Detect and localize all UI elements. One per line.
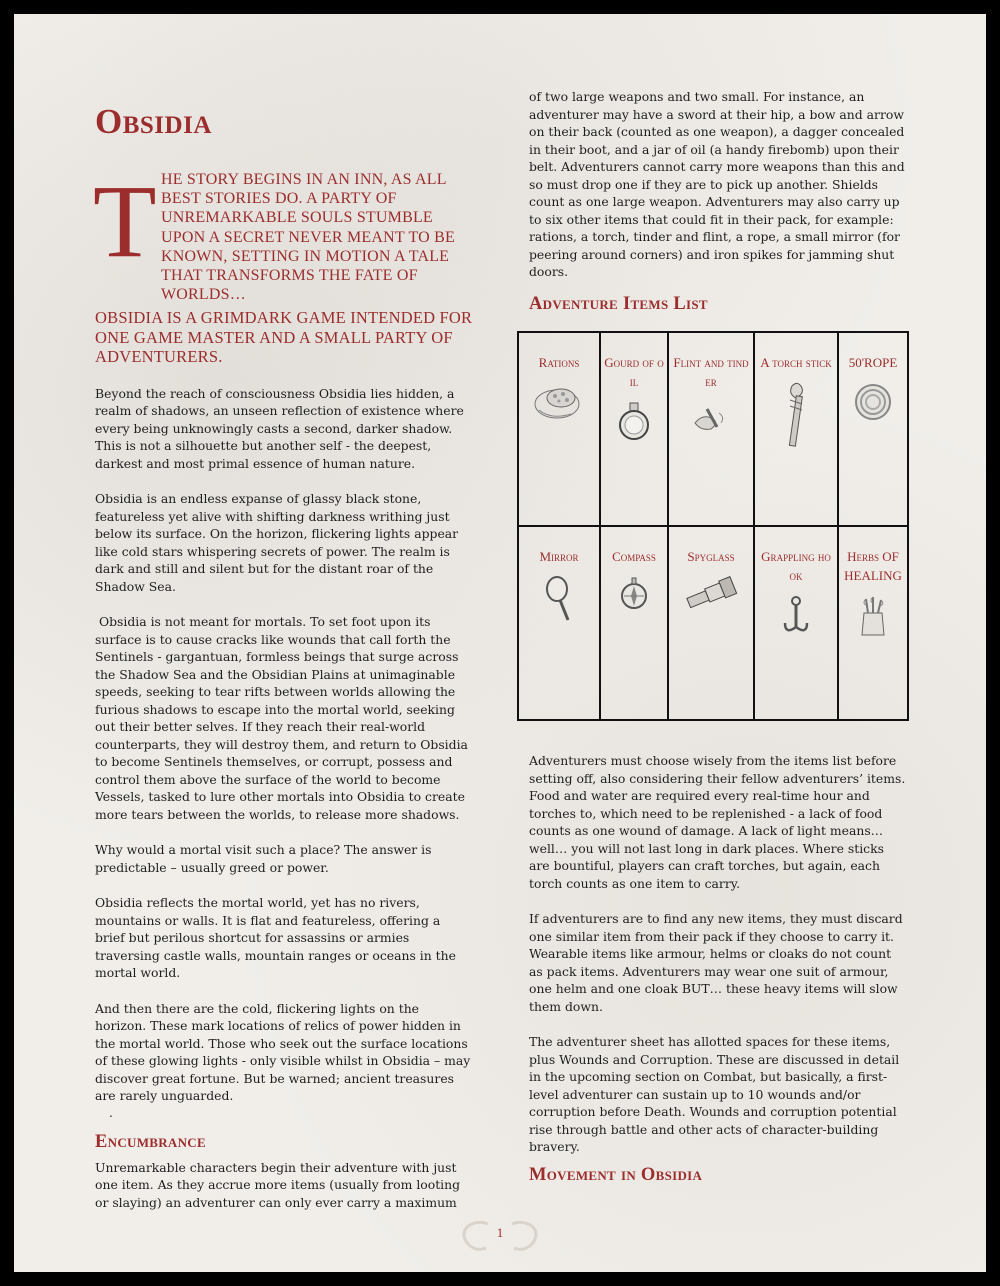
item-label: Spyglass	[687, 549, 735, 564]
paragraph-choose-wisely: Adventurers must choose wisely from the items list before setting off, also considering their fellow adventurers’ items. Food and water are required every real-time hour and torches to, which need to be replenished - a lack of food counts as one wound of damage. A lack of light means… well… you will not last long in dark places. Where sticks are bountiful, players can craft torches, but again, each torch counts as one item to carry.	[529, 753, 906, 891]
item-cell-spyglass	[668, 526, 754, 720]
paragraph-realm: Beyond the reach of consciousness Obsidia lies hidden, a realm of shadows, an unseen reflection of existence where every being unknowingly casts a second, darker shadow. This is not a silhouette but another self - the deepest, darkest and most primal essence of human nature.	[95, 385, 464, 471]
compass-icon	[617, 574, 651, 614]
drop-cap: T	[93, 164, 157, 279]
paragraph-expanse: Obsidia is an endless expanse of glassy black stone, featureless yet alive with shifting darkness writhing just below its surface. On the horizon, flickering lights appear like cold stars whispering secrets of power. The realm is dark and still and silent but for the distant roar of the Shadow Sea.	[95, 491, 459, 594]
page-title: Obsidia	[95, 102, 212, 141]
hook-icon	[779, 593, 813, 641]
mirror-icon	[542, 574, 576, 624]
item-cell-rations	[518, 332, 600, 526]
left-column	[95, 102, 473, 1211]
game-summary-subhead: OBSIDIA IS A GRIMDARK GAME INTENDED FOR ONE GAME MASTER AND A SMALL PARTY OF ADVENTURERS.	[95, 308, 473, 366]
document-page	[14, 14, 986, 1272]
paragraph-sentinels: Obsidia is not meant for mortals. To set foot upon its surface is to cause cracks like wounds that call forth the Sentinels - gargantuan, formless beings that surge across the Shadow Sea and the Obsidian Plains at unimaginable speeds, seeking to tear rifts between worlds allowing the furious shadows to escape into the mortal world, seeking out their better selves. If they reach their real-world counterparts, they will destroy them, and return to Obsidia to become Sentinels themselves, or corrupt, possess and control them above the surface of the world to become Vessels, tasked to lure other mortals into Obsidia to create more tears between the worlds, to release more shadows.	[95, 614, 472, 822]
items-list-heading: Adventure Items List	[529, 293, 708, 314]
table-row	[518, 332, 908, 526]
item-cell-torch	[754, 332, 838, 526]
encumbrance-text: Unremarkable characters begin their adventure with just one item. As they accrue more items (usually from looting or slaying) an adventurer can only ever carry a maximum	[95, 1159, 461, 1210]
intro-text: HE STORY BEGINS IN AN INN, AS ALL BEST STORIES DO. A PARTY OF UNREMARKABLE SOULS STUMBLE UPON A SECRET NEVER MEANT TO BE KNOWN, SETTING IN MOTION A TALE THAT TRANSFORMS THE FATE OF WORLDS…	[161, 171, 455, 304]
item-cell-mirror	[518, 526, 600, 720]
herbs-icon	[856, 593, 890, 639]
right-column	[529, 88, 907, 315]
item-label: Gourd of oil	[604, 355, 664, 389]
stray-dot: .	[109, 1105, 113, 1120]
item-label: 50'ROPE	[848, 355, 898, 370]
paragraph-new-items: If adventurers are to find any new items, they must discard one similar item from their pack if they choose to carry it. Wearable items like armour, helms or cloaks do not count as pack items. Adventurers may wear one suit of armour, one helm and one cloak BUT… these heavy items will slow them down.	[529, 911, 903, 1014]
item-label: Flint and tinder	[673, 355, 749, 389]
flint-icon	[689, 399, 733, 439]
spyglass-icon	[681, 574, 741, 614]
item-label: Compass	[612, 549, 656, 564]
gourd-icon	[614, 399, 654, 443]
page-number: 1	[496, 1225, 504, 1240]
paragraph-lights: And then there are the cold, flickering lights on the horizon. These mark locations of relics of power hidden in the mortal world. Those who seek out the surface locations of these glowing lights - only visible whilst in Obsidia – may discover great fortune. But be warned; ancient treasures are rarely unguarded.	[95, 1000, 471, 1103]
rations-icon	[531, 380, 587, 424]
rope-icon	[851, 380, 895, 424]
adventure-items-table	[517, 331, 909, 721]
torch-icon	[778, 380, 814, 450]
item-label: Grappling hook	[761, 549, 831, 583]
item-cell-rope	[838, 332, 908, 526]
intro-block	[93, 164, 473, 304]
right-column-lower	[529, 752, 907, 1186]
paragraph-weapons: of two large weapons and two small. For instance, an adventurer may have a sword at their hip, a bow and arrow on their back (counted as one weapon), a dagger concealed in their boot, and a jar of oil (a handy firebomb) upon their belt. Adventurers cannot carry more weapons than this and so must drop one if they are to pick up another. Shields count as one large weapon. Adventurers may also carry up to six other items that could fit in their pack, for example: rations, a torch, tinder and flint, a rope, a small mirror (for peering around corners) and iron spikes for jamming shut doors.	[529, 89, 905, 279]
item-label: Rations	[538, 355, 580, 370]
item-cell-compass	[600, 526, 668, 720]
paragraph-why-visit: Why would a mortal visit such a place? The answer is predictable – usually greed or power.	[95, 842, 432, 875]
item-label: Herbs OF HEALING	[844, 549, 902, 583]
item-cell-herbs	[838, 526, 908, 720]
item-label: A torch stick	[760, 355, 832, 370]
paragraph-shortcut: Obsidia reflects the mortal world, yet has no rivers, mountains or walls. It is flat and featureless, offering a brief but perilous shortcut for assassins or armies traversing castle walls, mountain ranges or oceans in the mortal world.	[95, 895, 456, 980]
item-label: Mirror	[539, 549, 579, 564]
table-row	[518, 526, 908, 720]
movement-heading: Movement in Obsidia	[529, 1164, 703, 1185]
encumbrance-heading: Encumbrance	[95, 1131, 206, 1152]
item-cell-gourd	[600, 332, 668, 526]
item-cell-grappling-hook	[754, 526, 838, 720]
item-cell-flint	[668, 332, 754, 526]
paragraph-adventurer-sheet: The adventurer sheet has allotted spaces for these items, plus Wounds and Corruption. These are discussed in detail in the upcoming section on Combat, but basically, a first-level adventurer can sustain up to 10 wounds and/or corruption before Death. Wounds and corruption potential rise through battle and other acts of character-building bravery.	[529, 1034, 900, 1154]
